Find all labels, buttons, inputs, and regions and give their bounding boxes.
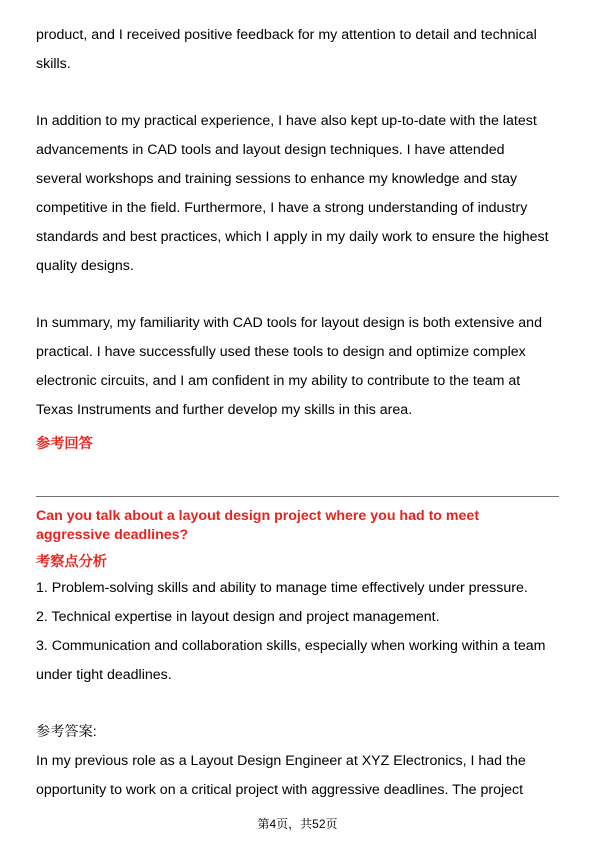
answer-text-line: opportunity to work on a critical project with aggressive deadlines. The project bbox=[36, 782, 524, 798]
body-text-line: skills. bbox=[36, 56, 71, 72]
section-divider bbox=[36, 496, 559, 497]
body-text-line: several workshops and training sessions to enhance my knowledge and stay bbox=[36, 171, 518, 187]
body-text-line: standards and best practices, which I apply in my daily work to ensure the highest bbox=[36, 229, 549, 245]
assessment-point: 3. Communication and collaboration skills, especially when working within a team bbox=[36, 638, 546, 654]
assessment-point: under tight deadlines. bbox=[36, 667, 172, 683]
question-title: Can you talk about a layout design project where you had to meet bbox=[36, 508, 480, 524]
body-text-line: In summary, my familiarity with CAD tools for layout design is both extensive and bbox=[36, 315, 542, 331]
reference-answer-heading: 参考回答 bbox=[36, 436, 93, 452]
body-text-line: electronic circuits, and I am confident in my ability to contribute to the team at bbox=[36, 373, 521, 389]
answer-text-line: In my previous role as a Layout Design Engineer at XYZ Electronics, I had the bbox=[36, 753, 526, 769]
assessment-point: 2. Technical expertise in layout design and project management. bbox=[36, 609, 440, 625]
body-text-line: advancements in CAD tools and layout design techniques. I have attended bbox=[36, 142, 505, 158]
assessment-point: 1. Problem-solving skills and ability to manage time effectively under pressure. bbox=[36, 580, 528, 596]
page-number-footer: 第4页，共52页 bbox=[257, 817, 338, 831]
body-text-line: competitive in the field. Furthermore, I have a strong understanding of industry bbox=[36, 200, 528, 216]
assessment-heading: 考察点分析 bbox=[36, 554, 107, 570]
body-text-line: In addition to my practical experience, I have also kept up-to-date with the latest bbox=[36, 113, 537, 129]
answer-label: 参考答案: bbox=[36, 724, 97, 740]
question-title: aggressive deadlines? bbox=[36, 527, 189, 543]
body-text-line: Texas Instruments and further develop my skills in this area. bbox=[36, 402, 413, 418]
body-text-line: product, and I received positive feedback for my attention to detail and technical bbox=[36, 27, 537, 43]
body-text-line: quality designs. bbox=[36, 258, 134, 274]
body-text-line: practical. I have successfully used these tools to design and optimize complex bbox=[36, 344, 526, 360]
